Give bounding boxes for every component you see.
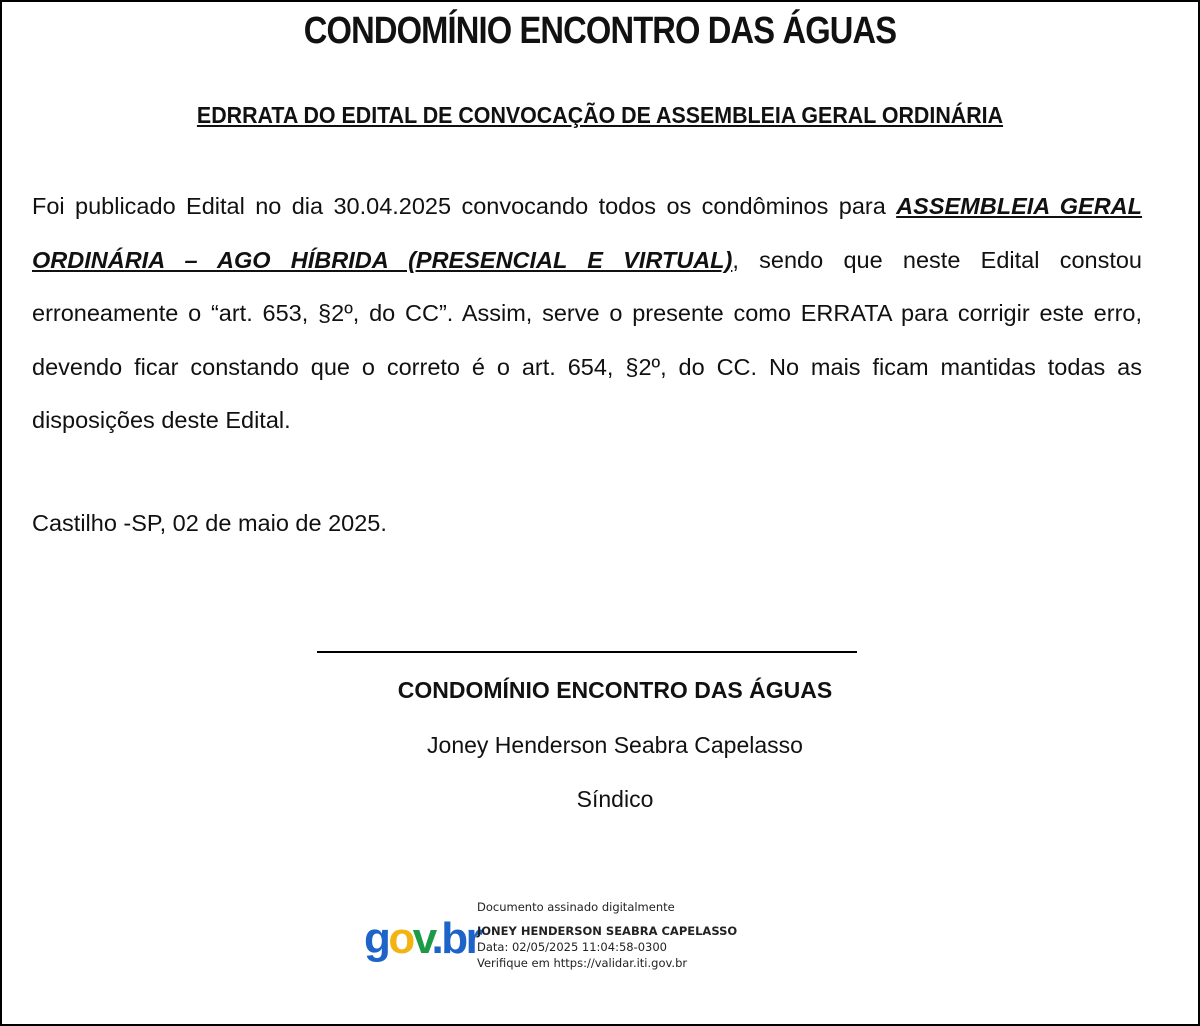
place-date: Castilho -SP, 02 de maio de 2025. <box>32 510 387 536</box>
stamp-date: Data: 02/05/2025 11:04:58-0300 <box>477 940 667 954</box>
signature-entity: CONDOMÍNIO ENCONTRO DAS ÁGUAS <box>397 677 833 703</box>
govbr-logo: gov.br <box>364 914 481 963</box>
stamp-text <box>477 899 737 971</box>
signature-role: Síndico <box>576 786 654 812</box>
stamp-signer: JONEY HENDERSON SEABRA CAPELASSO <box>477 924 738 938</box>
body-text-part2: , sendo que neste Edital constou erroneamente o “art. 653, §2º, do CC”. Assim, serve o presente como ERRATA para corrigir este erro, devendo ficar constando que o correto é o art. 654, §2º, do CC. No mais ficam mantidas todas as disposições deste Edital. <box>32 246 1143 433</box>
signature-person: Joney Henderson Seabra Capelasso <box>427 732 803 758</box>
signature-line <box>317 651 857 653</box>
body-text-part1: Foi publicado Edital no dia 30.04.2025 convocando todos os condôminos para <box>32 193 897 219</box>
document-subtitle: EDRRATA DO EDITAL DE CONVOCAÇÃO DE ASSEMBLEIA GERAL ORDINÁRIA <box>196 102 1004 128</box>
body-emphasis: ASSEMBLEIA GERAL ORDINÁRIA – AGO HÍBRIDA (PRESENCIAL E VIRTUAL) <box>32 193 1143 273</box>
stamp-heading: Documento assinado digitalmente <box>477 900 675 914</box>
digital-signature-stamp <box>364 895 784 985</box>
body-paragraph <box>32 180 1142 448</box>
document-title: CONDOMÍNIO ENCONTRO DAS ÁGUAS <box>303 10 897 52</box>
stamp-verify-link[interactable]: Verifique em https://validar.iti.gov.br <box>477 956 688 970</box>
